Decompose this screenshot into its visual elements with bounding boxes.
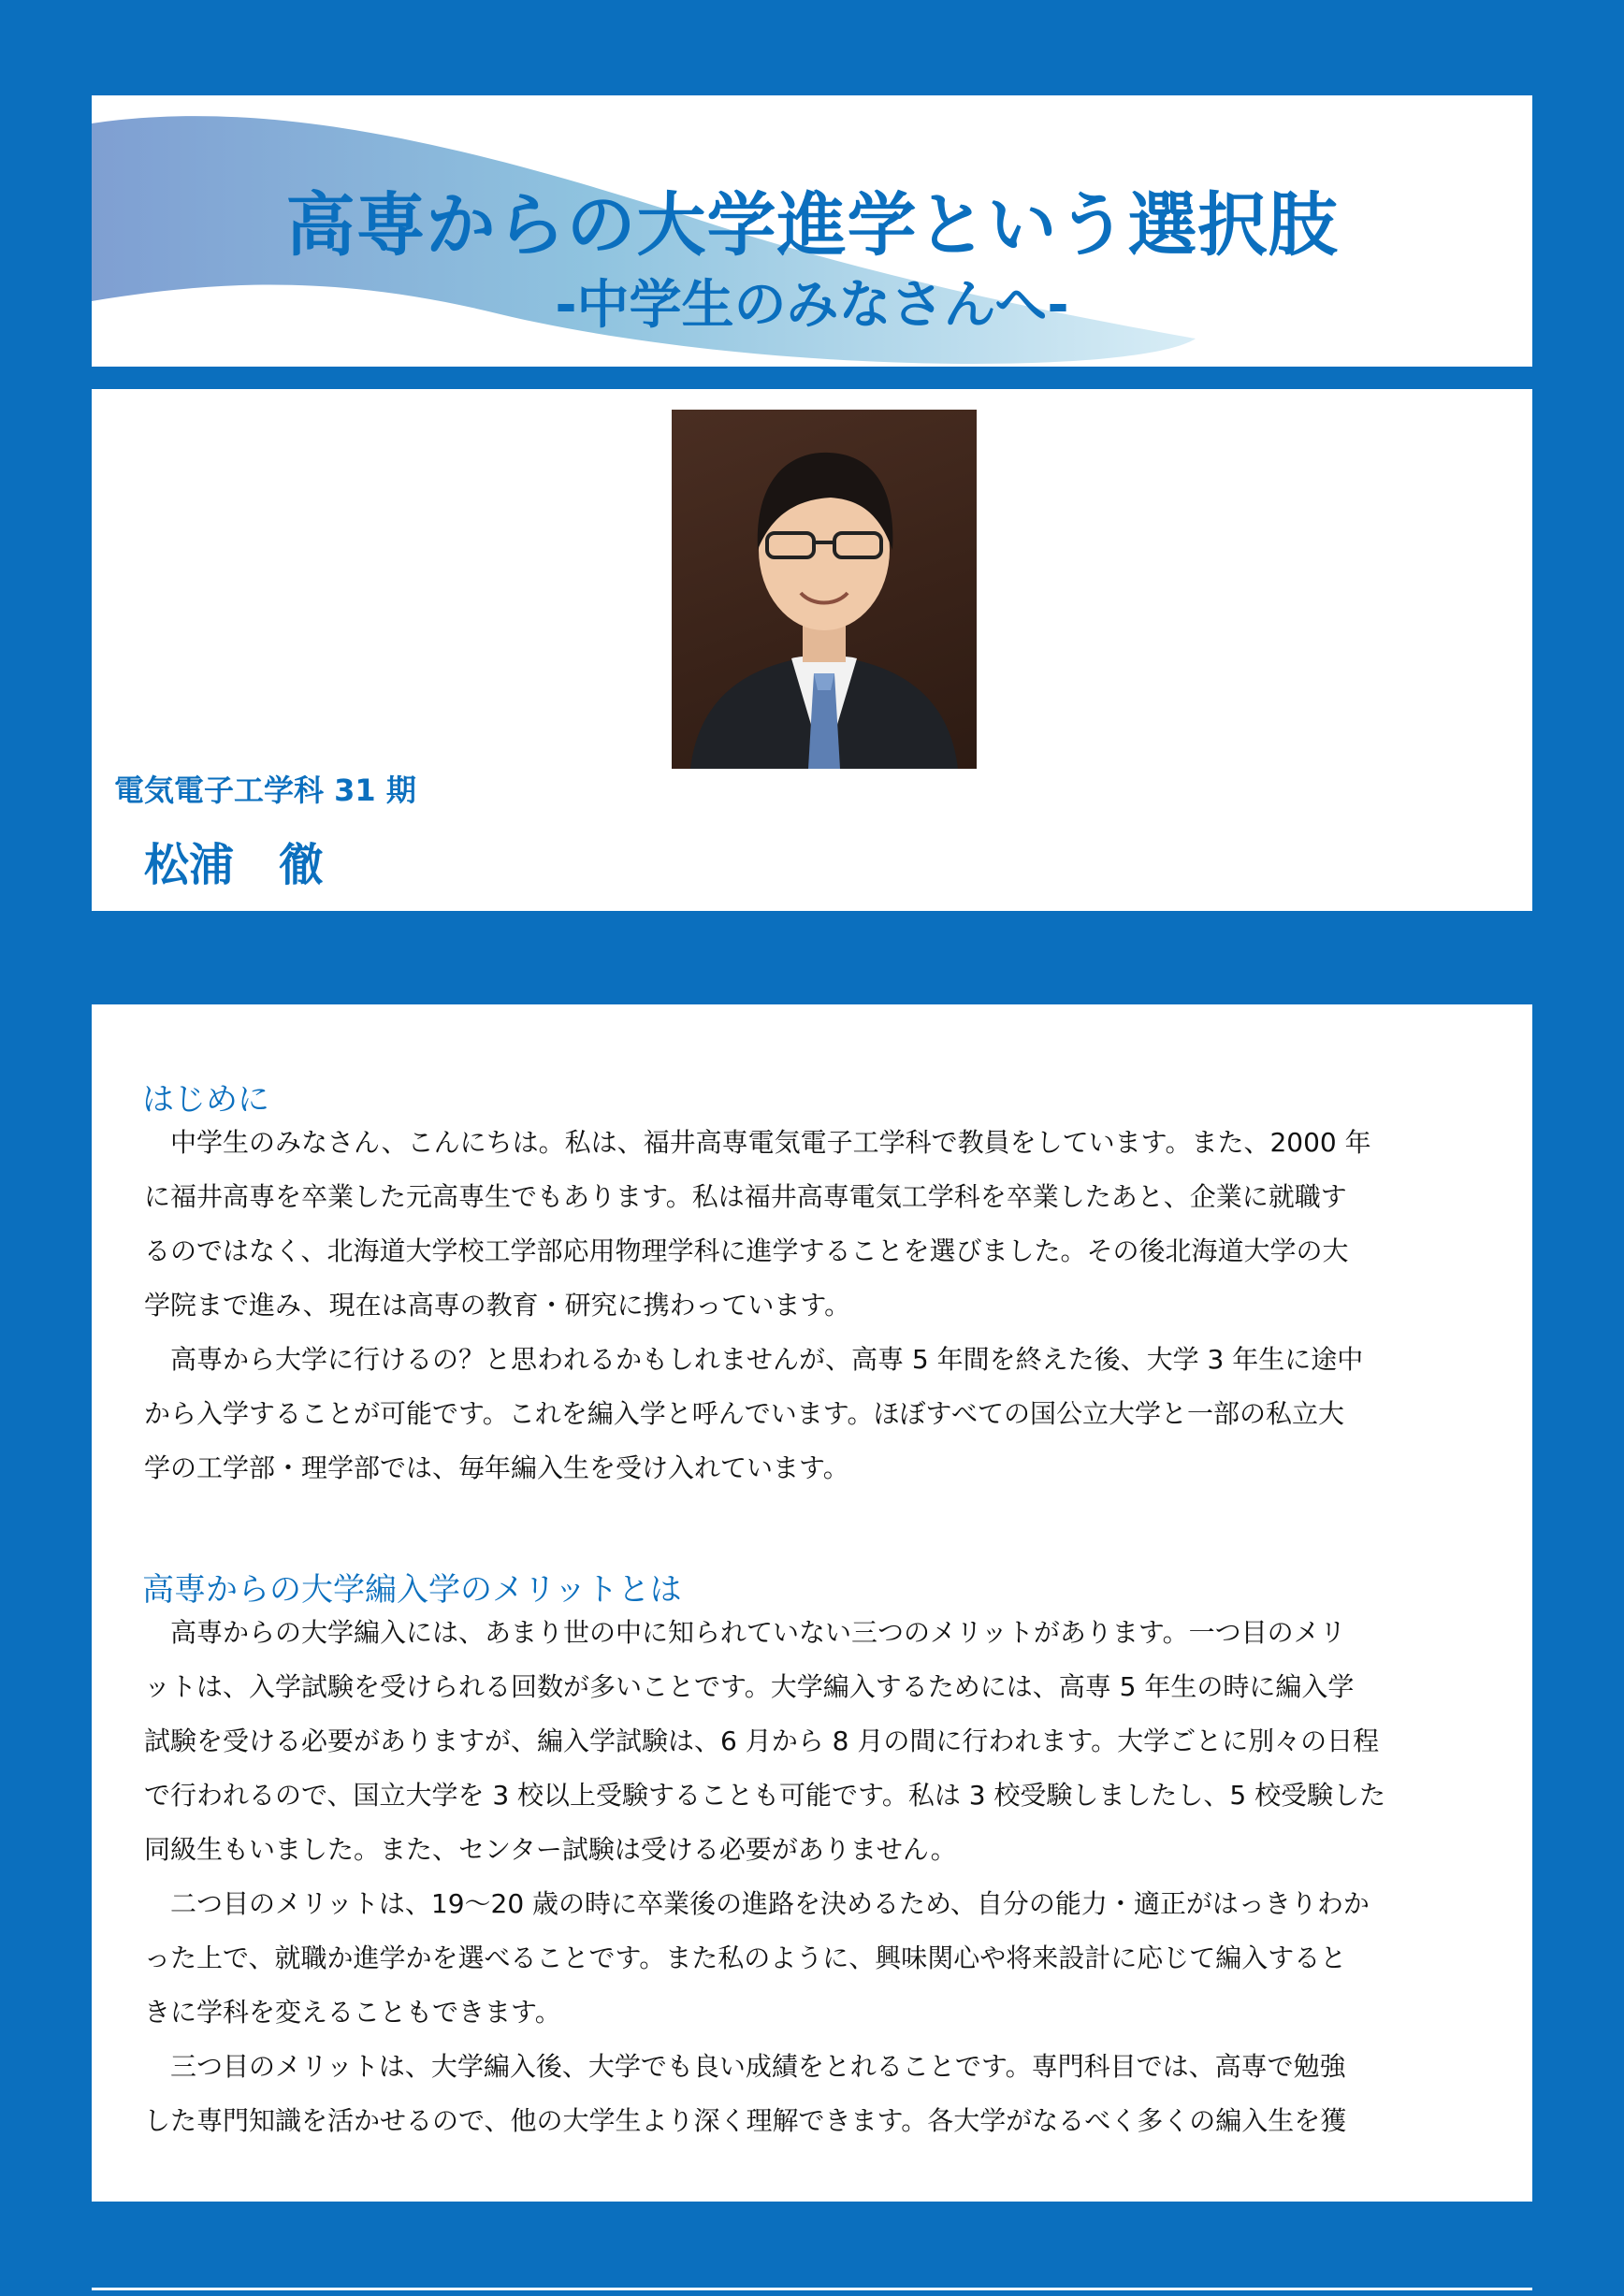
profile-card [92,389,1532,911]
paragraph-line: から入学することが可能です。これを編入学と呼んでいます。ほぼすべての国公立大学と一部の私立大 [144,1398,1344,1429]
paragraph-line: るのではなく、北海道大学校工学部応用物理学科に進学することを選びました。その後北海道大学の大 [144,1235,1349,1266]
divider [92,2288,1532,2290]
paragraph-line: 二つ目のメリットは、19～20 歳の時に卒業後の進路を決めるため、自分の能力・適正がはっきりわか [170,1888,1370,1919]
paragraph-line: 学の工学部・理学部では、毎年編入生を受け入れています。 [144,1452,849,1483]
profile-photo [672,410,977,769]
section-heading-intro: はじめに [142,1081,269,1119]
paragraph-line: 三つ目のメリットは、大学編入後、大学でも良い成績をとれることです。専門科目では、高専で勉強 [170,2051,1346,2082]
title-banner [92,95,1532,367]
article-body [92,1004,1532,2202]
paragraph-line: 試験を受ける必要がありますが、編入学試験は、6 月から 8 月の間に行われます。大学ごとに別々の日程 [144,1726,1380,1756]
paragraph-line: ットは、入学試験を受けられる回数が多いことです。大学編入するためには、高専 5 年生の時に編入学 [144,1671,1355,1702]
page-title: 高専からの大学進学という選択肢 [285,185,1339,266]
page-subtitle: -中学生のみなさんへ- [555,275,1069,336]
paragraph-line: した専門知識を活かせるので、他の大学生より深く理解できます。各大学がなるべく多くの編入生を獲 [144,2105,1347,2136]
paragraph-line: に福井高専を卒業した元高専生でもあります。私は福井高専電気工学科を卒業したあと、企業に就職す [144,1181,1347,1212]
paragraph-line: 高専からの大学編入には、あまり世の中に知られていない三つのメリットがあります。一つ目のメリ [170,1617,1346,1648]
section-heading-merits: 高専からの大学編入学のメリットとは [142,1571,682,1609]
paragraph-line: きに学科を変えることもできます。 [144,1997,561,2028]
paragraph-line: 中学生のみなさん、こんにちは。私は、福井高専電気電子工学科で教員をしています。また、2000 年 [170,1127,1371,1158]
paragraph-line: 高専から大学に行けるの？と思われるかもしれませんが、高専 5 年間を終えた後、大学 3 年生に途中 [170,1344,1364,1375]
paragraph-line: 学院まで進み、現在は高専の教育・研究に携わっています。 [144,1290,851,1321]
person-name: 松浦 徹 [144,839,325,891]
paragraph-line: った上で、就職か進学かを選べることです。また私のように、興味関心や将来設計に応じて編入すると [144,1942,1347,1973]
paragraph-line: 同級生もいました。また、センター試験は受ける必要がありません。 [144,1834,957,1865]
portrait-image [672,410,977,769]
paragraph-line: で行われるので、国立大学を 3 校以上受験することも可能です。私は 3 校受験しましたし、5 校受験した [144,1780,1386,1811]
department-label: 電気電子工学科 31 期 [114,773,416,808]
